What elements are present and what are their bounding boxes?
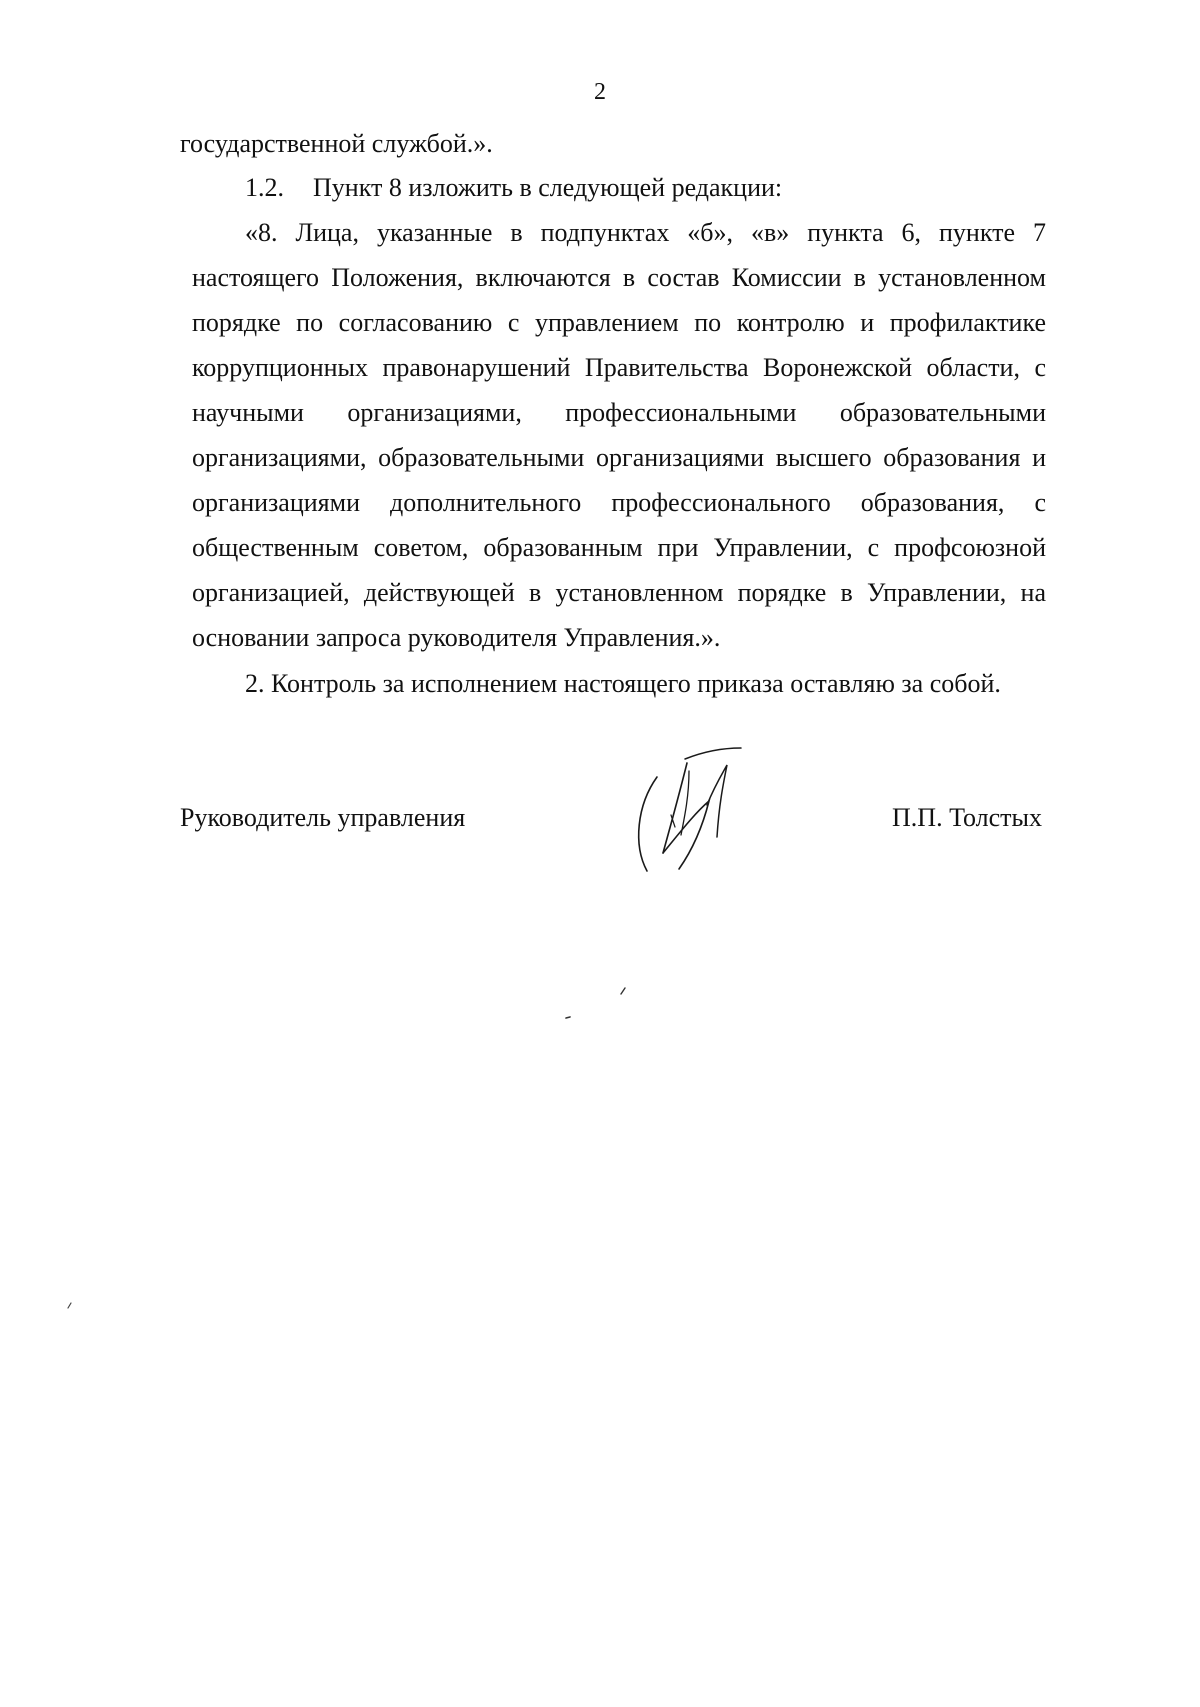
paragraph-line: организацией, действующей в установленном порядке в Управлении, на: [192, 578, 1046, 607]
paragraph-line: коррупционных правонарушений Правительства Воронежской области, с: [192, 353, 1046, 382]
item-2: 2. Контроль за исполнением настоящего приказа оставляю за собой.: [245, 669, 1001, 698]
continuation-line: государственной службой.».: [180, 129, 493, 158]
position-title: Руководитель управления: [180, 803, 466, 832]
paragraph-line: организациями дополнительного профессионального образования, с: [192, 488, 1046, 517]
signer-name: П.П. Толстых: [892, 803, 1042, 832]
paragraph-line: основании запроса руководителя Управления.».: [192, 623, 721, 652]
paragraph-line: порядке по согласованию с управлением по контролю и профилактике: [192, 308, 1046, 337]
paragraph-line: «8. Лица, указанные в подпунктах «б», «в» пункта 6, пункте 7: [245, 218, 1046, 247]
item-1-2: [245, 165, 782, 210]
paragraph-line: научными организациями, профессиональными образовательными: [192, 398, 1046, 427]
paragraph-line: общественным советом, образованным при Управлении, с профсоюзной: [192, 533, 1046, 562]
paragraph-line: настоящего Положения, включаются в состав Комиссии в установленном: [192, 263, 1046, 292]
page-number: 2: [594, 79, 606, 105]
paragraph-line: организациями, образовательными организациями высшего образования и: [192, 443, 1046, 472]
quoted-paragraph: [192, 210, 1046, 660]
item-1-2-number: 1.2.: [245, 173, 284, 202]
item-1-2-text: Пункт 8 изложить в следующей редакции:: [313, 173, 783, 202]
handwritten-signature: [615, 735, 755, 885]
